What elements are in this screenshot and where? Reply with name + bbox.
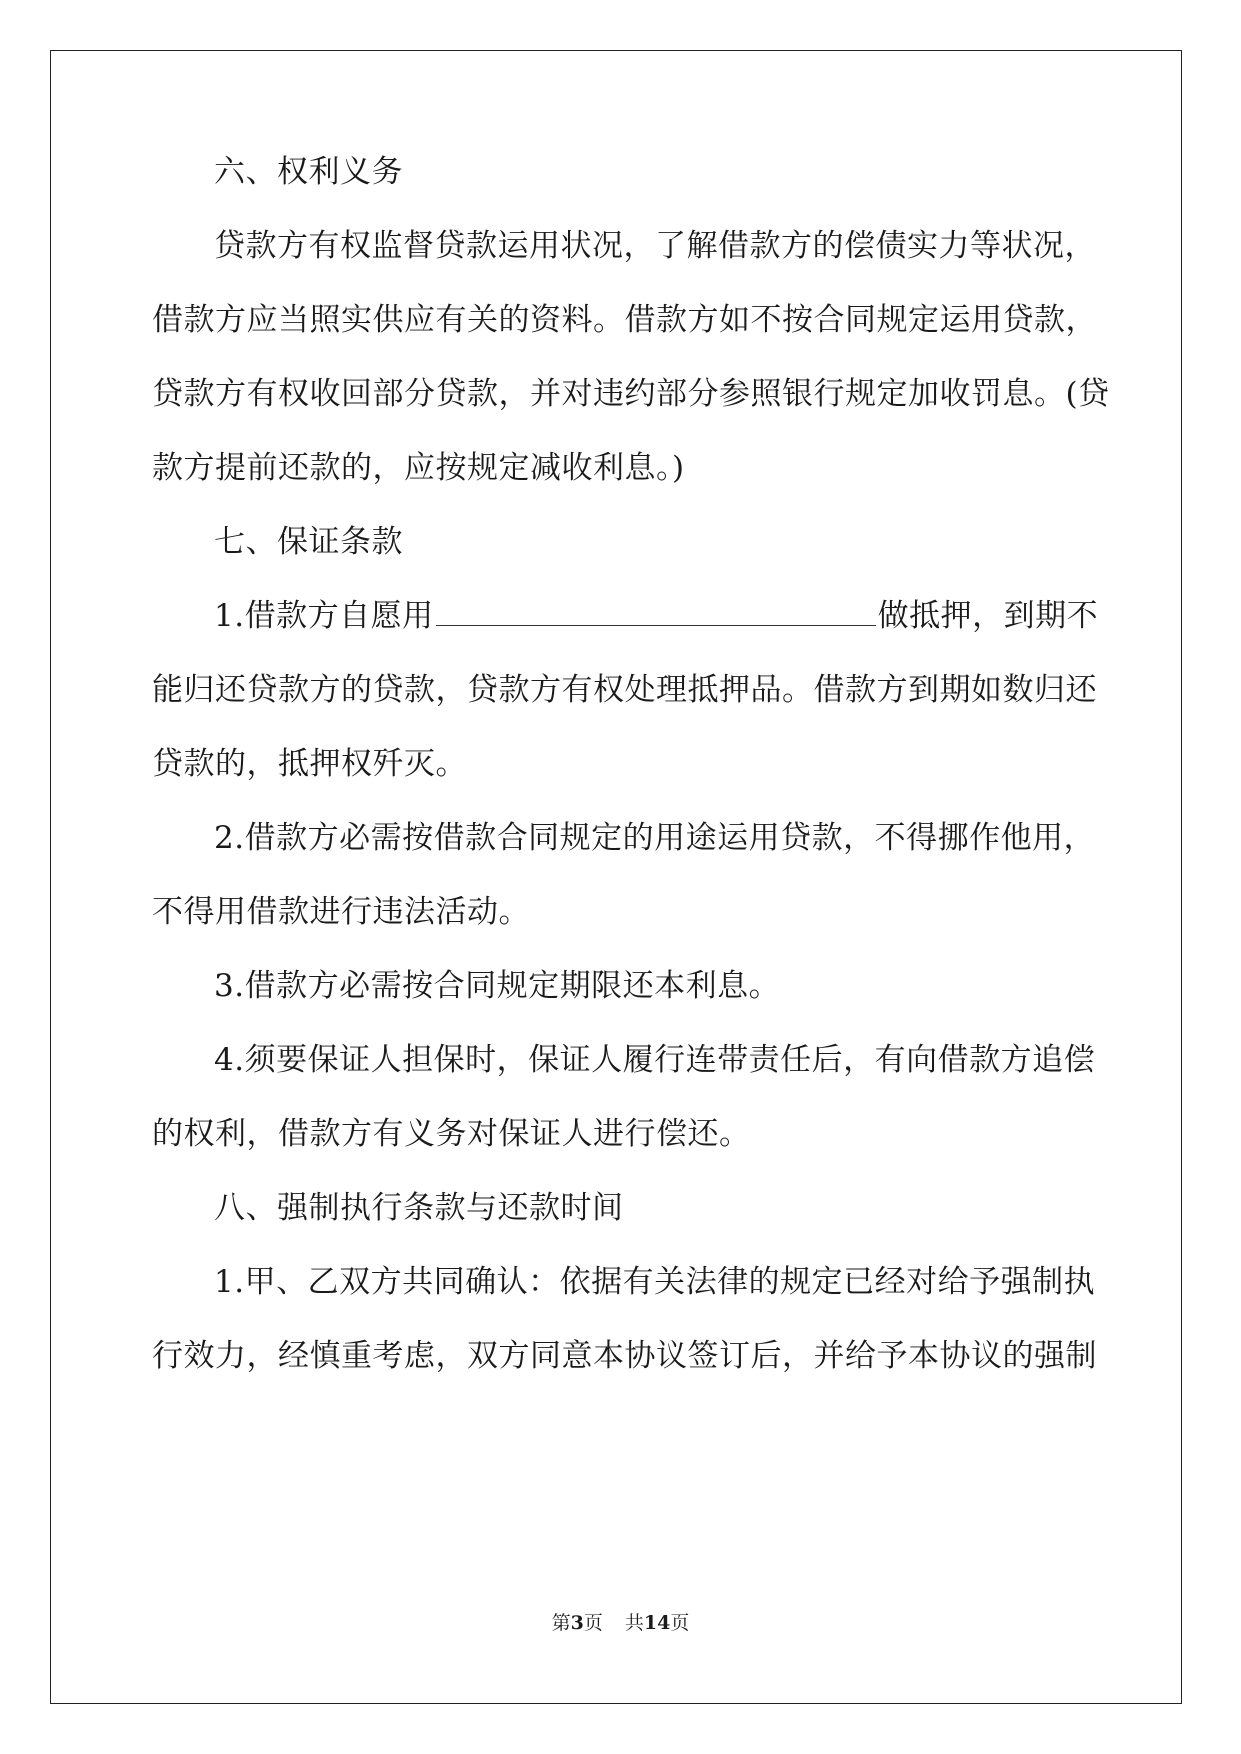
clause-1-text-end: 做抵押，到期不 (877, 598, 1099, 634)
paragraph-line: 借款方应当照实供应有关的资料。借款方如不按合同规定运用贷款， (152, 302, 1097, 338)
clause-4-line: 4.须要保证人担保时，保证人履行连带责任后，有向借款方追偿 (214, 1042, 1096, 1078)
section-8-heading: 八、强制执行条款与还款时间 (214, 1190, 624, 1226)
paragraph-line: 的权利，借款方有义务对保证人进行偿还。 (152, 1116, 751, 1152)
paragraph-line: 贷款方有权监督贷款运用状况，了解借款方的偿债实力等状况， (214, 228, 1096, 264)
clause-3-line: 3.借款方必需按合同规定期限还本利息。 (214, 968, 781, 1004)
paragraph-line: 贷款方有权收回部分贷款，并对违约部分参照银行规定加收罚息。(贷 (152, 376, 1110, 412)
clause-2-line: 2.借款方必需按借款合同规定的用途运用贷款，不得挪作他用， (214, 820, 1096, 856)
page-footer (0, 1608, 1241, 1635)
clause-8-1-line: 1.甲、乙双方共同确认：依据有关法律的规定已经对给予强制执 (214, 1264, 1096, 1300)
page-suffix: 页 (583, 1612, 603, 1634)
section-7-heading: 七、保证条款 (214, 524, 403, 560)
clause-1-text-start: 1.借款方自愿用 (214, 598, 434, 634)
total-page-count: 14 (643, 1612, 671, 1634)
clause-1-line (214, 594, 1098, 638)
page-prefix: 第 (551, 1612, 571, 1634)
paragraph-line: 贷款的，抵押权歼灭。 (152, 746, 467, 782)
total-prefix: 共 (624, 1612, 644, 1634)
collateral-blank-field (436, 599, 876, 626)
current-page-number: 3 (570, 1612, 584, 1634)
paragraph-line: 行效力，经慎重考虑，双方同意本协议签订后，并给予本协议的强制 (152, 1338, 1097, 1374)
paragraph-line: 款方提前还款的，应按规定减收利息。) (152, 450, 685, 486)
paragraph-line: 不得用借款进行违法活动。 (152, 894, 530, 930)
section-6-heading: 六、权利义务 (214, 154, 403, 190)
paragraph-line: 能归还贷款方的贷款，贷款方有权处理抵押品。借款方到期如数归还 (152, 672, 1097, 708)
total-suffix: 页 (670, 1612, 690, 1634)
